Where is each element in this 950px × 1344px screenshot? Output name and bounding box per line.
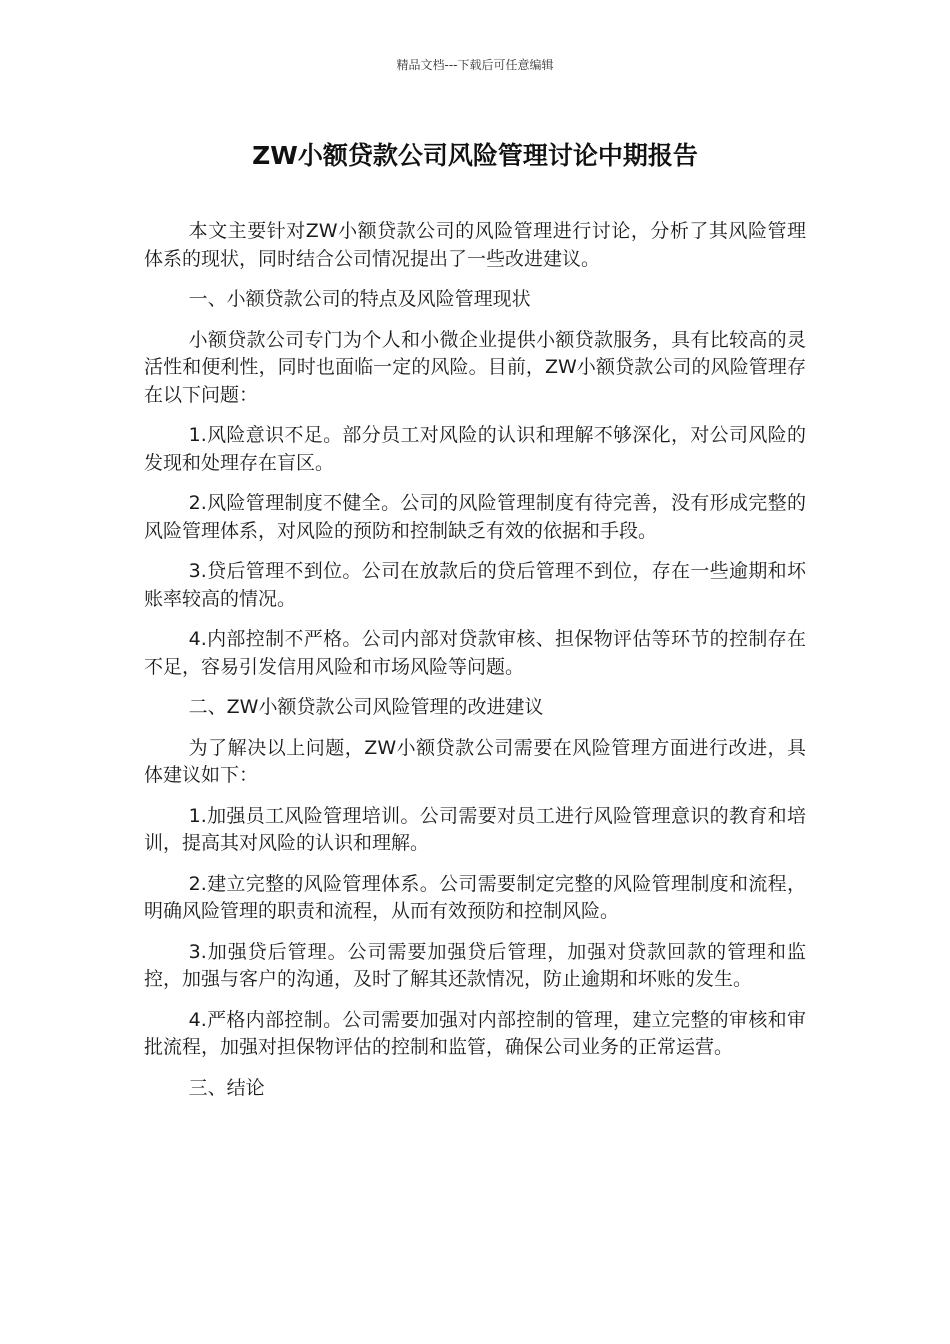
issue-item-1: 1.风险意识不足。部分员工对风险的认识和理解不够深化，对公司风险的发现和处理存在盲区。	[144, 424, 806, 474]
body-paragraph: 小额贷款公司专门为个人和小微企业提供小额贷款服务，具有比较高的灵活性和便利性，同时也面临一定的风险。目前，ZW小额贷款公司的风险管理存在以下问题：	[144, 328, 806, 406]
section-heading-2: 二、ZW小额贷款公司风险管理的改进建议	[188, 696, 544, 718]
suggestion-item-1: 1.加强员工风险管理培训。公司需要对员工进行风险管理意识的教育和培训，提高其对风险的认识和理解。	[144, 804, 806, 854]
issue-item-2: 2.风险管理制度不健全。公司的风险管理制度有待完善，没有形成完整的风险管理体系，对风险的预防和控制缺乏有效的依据和手段。	[144, 492, 806, 542]
document-title: ZW小额贷款公司风险管理讨论中期报告	[252, 141, 698, 170]
suggestion-item-3: 3.加强贷后管理。公司需要加强贷后管理，加强对贷款回款的管理和监控，加强与客户的沟通，及时了解其还款情况，防止逾期和坏账的发生。	[144, 940, 806, 990]
intro-paragraph: 本文主要针对ZW小额贷款公司的风险管理进行讨论，分析了其风险管理体系的现状，同时结合公司情况提出了一些改进建议。	[144, 220, 806, 270]
issue-item-3: 3.贷后管理不到位。公司在放款后的贷后管理不到位，存在一些逾期和坏账率较高的情况。	[144, 560, 806, 610]
issue-item-4: 4.内部控制不严格。公司内部对贷款审核、担保物评估等环节的控制存在不足，容易引发信用风险和市场风险等问题。	[144, 628, 806, 678]
section-heading-1: 一、小额贷款公司的特点及风险管理现状	[188, 288, 531, 310]
suggestion-item-4: 4.严格内部控制。公司需要加强对内部控制的管理，建立完整的审核和审批流程，加强对担保物评估的控制和监管，确保公司业务的正常运营。	[144, 1008, 806, 1058]
body-paragraph: 为了解决以上问题，ZW小额贷款公司需要在风险管理方面进行改进，具体建议如下：	[144, 736, 806, 786]
page-header: 精品文档---下载后可任意编辑	[396, 58, 554, 72]
section-heading-3: 三、结论	[188, 1076, 265, 1099]
document-body	[144, 218, 806, 1115]
suggestion-item-2: 2.建立完整的风险管理体系。公司需要制定完整的风险管理制度和流程，明确风险管理的职责和流程，从而有效预防和控制风险。	[144, 872, 806, 922]
